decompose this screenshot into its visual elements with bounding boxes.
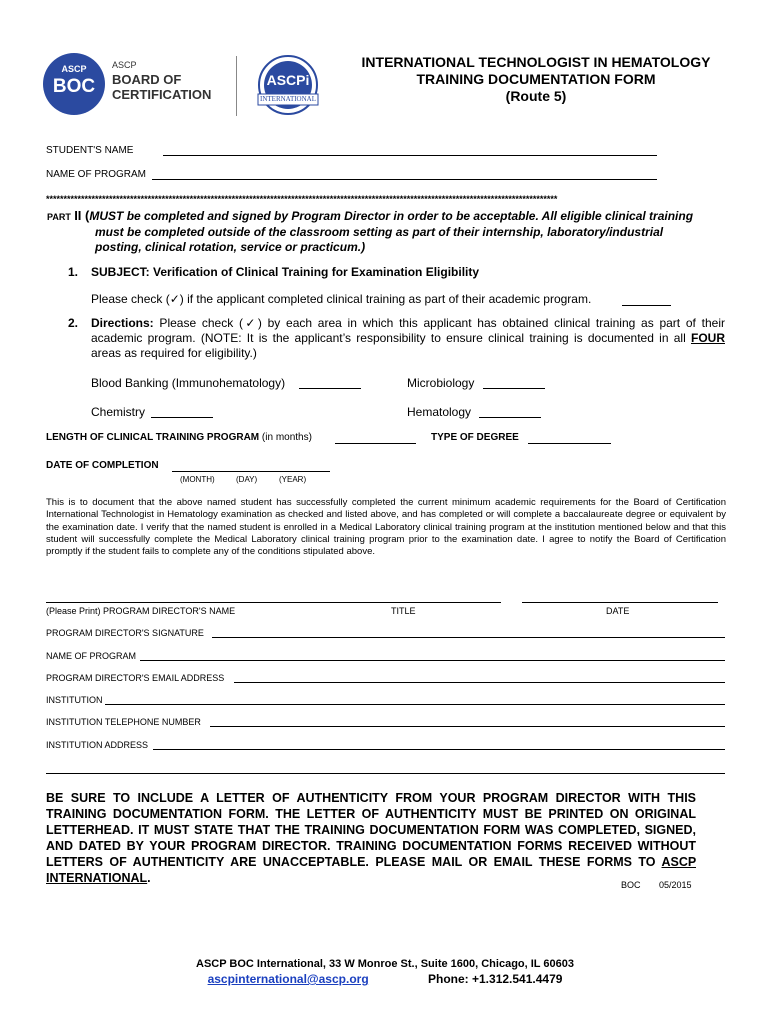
email-label: PROGRAM DIRECTOR'S EMAIL ADDRESS — [46, 673, 225, 683]
degree-label: TYPE OF DEGREE — [431, 432, 519, 443]
version-org: BOC — [621, 880, 641, 890]
form-title — [330, 54, 742, 105]
section1-check-text: Please check (✓) if the applicant completed clinical training as part of their academic program. — [91, 292, 592, 306]
director-name-field[interactable] — [46, 602, 501, 603]
date-label: DATE — [606, 606, 630, 616]
area-hematology-field[interactable] — [479, 417, 541, 418]
notice-ascp: ASCP — [661, 855, 696, 869]
sig-program-label: NAME OF PROGRAM — [46, 651, 137, 661]
students-name-field[interactable] — [163, 155, 657, 156]
date-field[interactable] — [522, 602, 718, 603]
signature-field[interactable] — [212, 637, 725, 638]
title-line3: (Route 5) — [505, 88, 567, 104]
signature-label: PROGRAM DIRECTOR'S SIGNATURE — [46, 628, 204, 638]
institution-field[interactable] — [105, 704, 725, 705]
boc-logo — [40, 52, 230, 116]
directions-text2: areas as required for eligibility.) — [91, 346, 257, 360]
section1-heading: SUBJECT: Verification of Clinical Training for Examination Eligibility — [91, 265, 480, 279]
title-line1: INTERNATIONAL TECHNOLOGIST IN HEMATOLOGY — [361, 54, 711, 70]
boc-text-line1: ASCP — [112, 60, 137, 70]
completion-field[interactable] — [172, 471, 330, 472]
length-label-text: LENGTH OF CLINICAL TRAINING PROGRAM — [46, 432, 260, 443]
length-label — [46, 432, 312, 443]
students-name-label: STUDENT'S NAME — [46, 145, 134, 156]
part2-section — [47, 208, 737, 255]
ascpi-sub-text: INTERNATIONAL — [260, 95, 316, 103]
boc-badge-main-text: BOC — [52, 76, 96, 97]
directions-text1: Please check (✓) by each area in which this applicant has obtained clinical training as part of their academic program. (NOTE: It is the applicant’s responsibility to ensure clinical training is documented in all — [91, 316, 725, 345]
authenticity-notice — [46, 790, 696, 886]
area-blood-banking-field[interactable] — [299, 388, 361, 389]
ascpi-main-text: ASCPi — [266, 72, 310, 88]
notice-text: BE SURE TO INCLUDE A LETTER OF AUTHENTICITY FROM YOUR PROGRAM DIRECTOR WITH THIS TRAINING DOCUMENTATION FORM. THE LETTER OF AUTHENTICITY MUST BE PRINTED ON ORIGINAL LETTERHEAD. IT MUST STATE THAT THE TRAINING DOCUMENTATION FORM WAS COMPLETED, SIGNED, AND DATED BY YOUR PROGRAM DIRECTOR. TRAINING DOCUMENTATION FORMS RECEIVED WITHOUT LETTERS OF AUTHENTICITY ARE UNACCEPTABLE. PLEASE MAIL OR EMAIL THESE FORMS TO — [46, 791, 696, 869]
notice-international: INTERNATIONAL — [46, 871, 148, 885]
section2-number: 2. — [68, 316, 79, 330]
section2-directions — [91, 316, 725, 361]
sig-program-field[interactable] — [140, 660, 725, 661]
email-field[interactable] — [234, 682, 725, 683]
section-divider — [46, 773, 725, 774]
area-chemistry-field[interactable] — [151, 417, 213, 418]
part2-line1: MUST be completed and signed by Program Director in order to be acceptable. All eligible clinical training — [89, 209, 694, 223]
institution-label: INSTITUTION — [46, 695, 103, 705]
phone-field[interactable] — [210, 726, 725, 727]
director-name-label: (Please Print) PROGRAM DIRECTOR'S NAME — [46, 606, 236, 616]
section1-check-field[interactable] — [622, 305, 671, 306]
part-roman: II ( — [74, 208, 90, 223]
area-blood-banking-label: Blood Banking (Immunohematology) — [91, 376, 286, 390]
boc-text-line3: CERTIFICATION — [112, 87, 212, 102]
address-field[interactable] — [153, 749, 725, 750]
area-microbiology-field[interactable] — [483, 388, 545, 389]
program-name-field[interactable] — [152, 179, 657, 180]
program-name-label: NAME OF PROGRAM — [46, 169, 147, 180]
area-microbiology-label: Microbiology — [407, 376, 475, 390]
boc-badge-top-text: ASCP — [61, 64, 87, 74]
footer-phone: Phone: +1.312.541.4479 — [428, 972, 563, 986]
title-label: TITLE — [391, 606, 416, 616]
ascpi-logo — [253, 54, 323, 118]
phone-label: INSTITUTION TELEPHONE NUMBER — [46, 717, 201, 727]
notice-period: . — [147, 871, 151, 885]
title-line2: TRAINING DOCUMENTATION FORM — [416, 71, 656, 87]
length-field[interactable] — [335, 443, 416, 444]
boc-text-line2: BOARD OF — [112, 72, 182, 87]
day-label: (DAY) — [236, 475, 258, 484]
year-label: (YEAR) — [279, 475, 307, 484]
area-chemistry-label: Chemistry — [91, 405, 146, 419]
attestation-paragraph: This is to document that the above named student has successfully completed the current minimum academic requirements for the Board of Certification International Technologist in Hematology examination as checked and listed above, and has completed or will complete a baccalaureate degree or equivalent by the examination date. I verify that the named student is enrolled in a Medical Laboratory clinical training program at the institution mentioned below and that this student will successfully complete the Medical Laboratory clinical training program prior to the examination date. I agree to notify the Board of Certification promptly if the student fails to complete any of the conditions stipulated above. — [46, 497, 726, 558]
section1-number: 1. — [68, 265, 79, 279]
month-label: (MONTH) — [180, 475, 215, 484]
degree-field[interactable] — [528, 443, 611, 444]
part-label: PART — [47, 212, 71, 222]
area-hematology-label: Hematology — [407, 405, 472, 419]
footer — [0, 957, 770, 987]
footer-email-link[interactable]: ascpinternational@ascp.org — [207, 972, 369, 986]
directions-four: FOUR — [691, 331, 725, 345]
version-date: 05/2015 — [659, 880, 692, 890]
part2-line2: must be completed outside of the classroom setting as part of their internship, laboratory/industrial — [95, 225, 664, 239]
completion-label: DATE OF COMPLETION — [46, 460, 159, 471]
length-unit: (in months) — [261, 432, 312, 443]
separator-stars: ************************************************************************************************************************************************** — [46, 194, 558, 204]
footer-contact-row — [0, 972, 770, 987]
logo-divider — [236, 56, 237, 116]
footer-address: ASCP BOC International, 33 W Monroe St., Suite 1600, Chicago, IL 60603 — [196, 958, 574, 970]
directions-label: Directions: — [91, 316, 154, 330]
address-label: INSTITUTION ADDRESS — [46, 740, 149, 750]
part2-line3: posting, clinical rotation, service or practicum.) — [95, 240, 366, 254]
